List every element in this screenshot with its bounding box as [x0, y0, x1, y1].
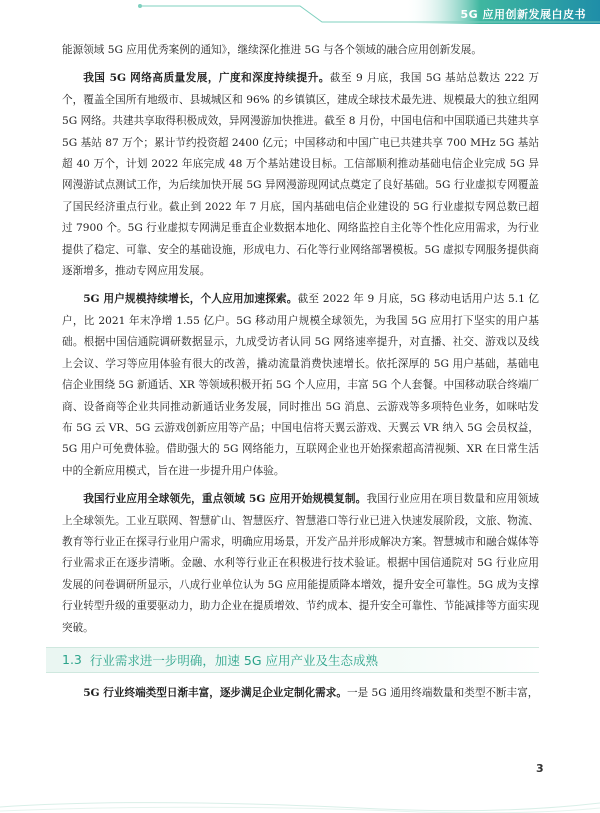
section-title: 行业需求进一步明确，加速 5G 应用产业及生态成熟: [89, 652, 378, 668]
page-content: [62, 40, 539, 704]
paragraph-network: [62, 68, 539, 282]
paragraph-continuation: [62, 40, 539, 61]
footer-wave-decoration: [0, 773, 600, 813]
paragraph-lead: 5G 行业终端类型日渐丰富，逐步满足企业定制化需求。: [83, 686, 347, 699]
page-header: [0, 0, 600, 28]
paragraph-text: 能源领域 5G 应用优秀案例的通知》，继续深化推进 5G 与各个领域的融合应用创新发展。: [62, 44, 482, 56]
section-heading: [46, 647, 539, 673]
paragraph-text: 一是 5G 通用终端数量和类型不断丰富，: [346, 686, 539, 699]
paragraph-text: 截至 9 月底，我国 5G 基站总数达 222 万个，覆盖全国所有地级市、县城城区和 96% 的乡镇镇区，建成全球技术最先进、规模最大的独立组网 5G 网络。共建共享取得积极成效，异网漫游加快推进。截至 8 月份，中国电信和中国联通已共建共享 5G 基站 87 万个；累计节约投资超 2400 亿元；中国移动和中国广电已共建共享 700 MHz 5G 基站超 40 万个，计划 2022 年底完成 48 万个基站建设目标。工信部顺利推动基础电信企业完成 5G 异网漫游试点测试工作，为后续加快开展 5G 异网漫游现网试点奠定了良好基础。5G 行业虚拟专网覆盖了国民经济重点行业。截止到 2022 年 7 月底，国内基础电信企业建设的 5G 行业虚拟专网总数已超过 7900 个。5G 行业虚拟专网满足垂直企业数据本地化、网络监控自主化等个性化应用需求，为行业提供了稳定、可靠、安全的基础设施，形成电力、石化等行业网络部署模板。5G 虚拟专网服务提供商逐渐增多，推动专网应用发展。: [62, 72, 539, 278]
paragraph-lead: 我国 5G 网络高质量发展，广度和深度持续提升。: [83, 72, 330, 85]
paragraph-users: [62, 289, 539, 482]
paragraph-lead: 5G 用户规模持续增长，个人应用加速探索。: [83, 293, 298, 306]
paragraph-industry: [62, 489, 539, 639]
paragraph-lead: 我国行业应用全球领先，重点领域 5G 应用开始规模复制。: [83, 493, 367, 506]
paragraph-text: 截至 2022 年 9 月底，5G 移动电话用户达 5.1 亿户，比 2021 年末净增 1.55 亿户。5G 移动用户规模全球领先，为我国 5G 应用打下坚实的用户基础。根据中国信通院调研数据显示，九成受访者认同 5G 网络速率提升，对直播、社交、游戏以及线上会议、学习等应用体验有很大的改善，撬动流量消费快速增长。依托深厚的 5G 用户基础，基础电信企业围绕 5G 新通话、XR 等领域积极开拓 5G 个人应用，丰富 5G 个人套餐。中国移动联合终端厂商、设备商等企业共同推动新通话业务发展，同时推出 5G 消息、云游戏等多项特色业务，如咪咕发布 5G 云 VR、5G 云游戏创新应用等产品；中国电信将天翼云游戏、天翼云 VR 纳入 5G 会员权益，5G 用户可免费体验。借助强大的 5G 网络能力，互联网企业也开始探索超高清视频、XR 在日常生活中的全新应用模式，旨在进一步提升用户体验。: [62, 293, 539, 477]
paragraph-text: 我国行业应用在项目数量和应用领域上全球领先。工业互联网、智慧矿山、智慧医疗、智慧港口等行业已进入快速发展阶段，文旅、物流、教育等行业正在探寻行业用户需求，明确应用场景，开发产品并形成解决方案。智慧城市和融合媒体等行业需求正在逐步清晰。金融、水利等行业正在积极进行技术验证。根据中国信通院对 5G 行业应用发展的问卷调研所显示，八成行业单位认为 5G 应用能提质降本增效，提升安全可靠性。5G 成为支撑行业转型升级的重要驱动力，助力企业在提质增效、节约成本、提升安全可靠性、节能减排等方面实现突破。: [62, 493, 540, 634]
page-number: 3: [536, 762, 544, 775]
section-number: 1.3: [62, 652, 82, 668]
paragraph-terminals: [62, 683, 539, 704]
header-title: 5G 应用创新发展白皮书: [460, 8, 586, 21]
